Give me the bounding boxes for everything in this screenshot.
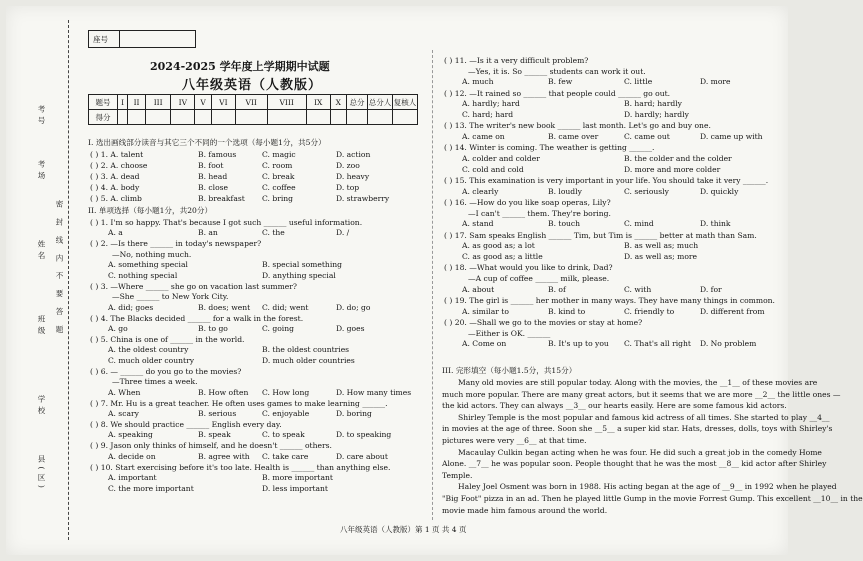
option[interactable]: A. clearly (462, 186, 499, 196)
option[interactable]: B. does; went (198, 302, 251, 312)
option[interactable]: D. quickly (700, 186, 739, 196)
score-cell[interactable] (368, 110, 393, 125)
option[interactable]: A. as good as; a lot (462, 241, 535, 251)
option[interactable]: D. as well as; more (624, 252, 698, 261)
option[interactable]: B. came over (548, 131, 599, 141)
question-q11-reply: —Yes, it is. So ______ students can work it out. (468, 66, 646, 76)
option[interactable]: B. loudly (548, 186, 582, 196)
option[interactable]: D. more (700, 77, 731, 87)
option[interactable]: B. to go (198, 323, 228, 333)
question-q9: ( ) 9. Jason only thinks of himself, and he doesn't ______ others. (90, 441, 332, 451)
score-col-header: 复核人 (393, 95, 418, 110)
option[interactable]: D. anything special (262, 270, 336, 280)
option[interactable]: A. go (108, 323, 128, 333)
score-col-header: III (145, 95, 170, 110)
phonetics-question: ( ) 2. A. choose (90, 161, 148, 170)
question-q10: ( ) 10. Start exercising before it's too late. Health is ______ than anything else. (90, 462, 391, 472)
option-b[interactable]: B. breakfast (198, 194, 245, 203)
option[interactable]: B. as well as; much (624, 241, 699, 251)
option[interactable]: C. did; went (262, 302, 309, 312)
option[interactable]: A. the oldest country (108, 345, 189, 355)
option[interactable]: A. Come on (462, 339, 507, 349)
option-b[interactable]: B. head (198, 172, 228, 181)
option[interactable]: B. more important (262, 473, 333, 483)
score-col-header: 总分 (347, 95, 368, 110)
score-cell[interactable] (330, 110, 346, 125)
phonetics-question: ( ) 5. A. climb (90, 194, 142, 203)
option[interactable]: C. enjoyable (262, 409, 310, 418)
option-c[interactable]: C. room (262, 161, 293, 170)
score-col-header: VI (211, 95, 235, 110)
option[interactable]: D. No problem (700, 339, 757, 349)
option[interactable]: D. to speaking (336, 430, 392, 440)
option[interactable]: D. goes (336, 323, 365, 333)
passage-line: Macaulay Culkin began acting when he was four. He did such a great job in the comedy Home (458, 447, 822, 457)
option-c[interactable]: C. coffee (262, 183, 296, 192)
passage-line: Alone. __7__ he was popular soon. People thought that he was the most __8__ kid actor after Shirley (442, 459, 827, 469)
option[interactable]: D. less important (262, 483, 328, 493)
question-q11: ( ) 11. —Is it a very difficult problem? (444, 56, 589, 65)
option[interactable]: C. That's all right (624, 339, 691, 349)
option[interactable]: C. much older country (108, 355, 194, 365)
option[interactable]: D. do; go (336, 302, 371, 312)
question-q6-reply: —Three times a week. (112, 377, 198, 387)
passage-line: Many old movies are still popular today. Along with the movies, the __1__ of these movies are (458, 378, 818, 387)
option[interactable]: A. a (108, 228, 123, 238)
column-divider (432, 50, 433, 520)
binding-line (68, 20, 69, 540)
option[interactable]: D. boring (336, 409, 372, 418)
option-c[interactable]: C. break (262, 172, 295, 181)
option-d[interactable]: D. top (336, 183, 360, 192)
passage-line: the kid actors. They can always __3__ our hearts easily. Here are some famous kid actors. (442, 401, 787, 411)
question-q16-reply: —I can't ______ them. They're boring. (468, 208, 611, 218)
question-q1: ( ) 1. I'm so happy. That's because I got such ______ useful information. (90, 218, 363, 227)
option[interactable]: A. about (462, 284, 495, 294)
option[interactable]: A. colder and colder (462, 154, 540, 163)
option[interactable]: D. came up with (700, 131, 763, 141)
option-d[interactable]: D. strawberry (336, 194, 390, 203)
passage-line: Shirley Temple is the most popular and famous kid actress of all times. She started to play __4__ (458, 412, 830, 422)
passage-line: "Big Foot" pizza in an ad. Then he played little Gump in the movie Forrest Gump. This excellent __10__ in the (442, 494, 863, 503)
class-label: 班级 (37, 315, 46, 338)
question-q18-reply: —A cup of coffee ______ milk, please. (468, 274, 610, 283)
option[interactable]: D. How many times (336, 387, 412, 397)
option-c[interactable]: C. magic (262, 150, 296, 159)
option[interactable]: A. decide on (108, 451, 156, 461)
option[interactable]: A. much (462, 77, 494, 87)
option-d[interactable]: D. zoo (336, 161, 360, 170)
question-q8: ( ) 8. We should practice ______ English every day. (90, 420, 282, 429)
score-col-header: X (330, 95, 346, 110)
option[interactable]: C. seriously (624, 186, 669, 196)
score-col-header: II (128, 95, 146, 110)
option-b[interactable]: B. famous (198, 150, 237, 159)
option[interactable]: C. the (262, 228, 285, 238)
exam-subtitle: 八年级英语（人教版） (182, 78, 323, 93)
passage-line: pictures were very __6__ at that time. (442, 436, 587, 445)
option[interactable]: A. came on (462, 131, 505, 141)
score-cell[interactable] (267, 110, 306, 125)
score-cell[interactable] (118, 110, 128, 125)
question-q18: ( ) 18. —What would you like to drink, Dad? (444, 263, 613, 273)
option[interactable]: C. going (262, 323, 294, 333)
passage-line: in movies at the age of three. Soon she __5__ a super kid star. Hats, dresses, dolls, toys with Shirley's (442, 424, 833, 434)
section-3-heading: III. 完形填空（每小题1.5分，共15分） (442, 366, 577, 375)
option-c[interactable]: C. bring (262, 194, 294, 203)
seat-number-label: 考号 (37, 105, 46, 128)
passage-line: Temple. (442, 470, 473, 480)
question-q20: ( ) 20. —Shall we go to the movies or stay at home? (444, 318, 643, 328)
option[interactable]: B. How often (198, 387, 249, 397)
passage-line: much more popular. There are many great actors, but it seems that we are more __2__ the little ones — (442, 389, 841, 399)
option-d[interactable]: D. action (336, 150, 371, 159)
option[interactable]: C. hard; hard (462, 109, 514, 119)
question-q13: ( ) 13. The writer's new book ______ last month. Let's go and buy one. (444, 121, 711, 131)
option[interactable]: B. agree with (198, 451, 250, 461)
question-q5: ( ) 5. China is one of ______ in the world. (90, 334, 245, 344)
score-col-header: IV (171, 95, 195, 110)
option[interactable]: D. more and more colder (624, 164, 721, 174)
option[interactable]: B. an (198, 228, 218, 238)
phonetics-question: ( ) 3. A. dead (90, 172, 140, 181)
question-q4: ( ) 4. The Blacks decided ______ for a walk in the forest. (90, 313, 304, 323)
question-q14: ( ) 14. Winter is coming. The weather is getting ______. (444, 143, 655, 153)
question-q15: ( ) 15. This examination is very important in your life. You should take it very ______. (444, 176, 769, 185)
option[interactable]: C. little (624, 77, 653, 87)
option[interactable]: B. speak (198, 430, 231, 440)
option[interactable]: B. the colder and the colder (624, 154, 732, 163)
option[interactable]: B. few (548, 77, 573, 87)
score-table (88, 94, 418, 125)
score-cell[interactable] (211, 110, 235, 125)
score-cell[interactable] (235, 110, 267, 125)
county-label: 县(区) (37, 455, 46, 492)
score-cell[interactable] (393, 110, 418, 125)
option[interactable]: A. scary (108, 409, 139, 418)
option[interactable]: C. nothing special (108, 270, 178, 280)
option-d[interactable]: D. heavy (336, 172, 370, 181)
option[interactable]: C. cold and cold (462, 164, 524, 174)
score-cell[interactable] (195, 110, 211, 125)
option[interactable]: C. as good as; a little (462, 252, 543, 261)
question-q16: ( ) 16. —How do you like soap operas, Lily? (444, 198, 611, 208)
score-cell[interactable] (306, 110, 330, 125)
score-cell[interactable] (171, 110, 195, 125)
section-2-heading: II. 单项选择（每小题1分，共20分） (88, 206, 213, 215)
question-q19: ( ) 19. The girl is ______ her mother in many ways. They have many things in common. (444, 296, 775, 306)
phonetics-question: ( ) 1. A. talent (90, 150, 144, 159)
score-cell[interactable] (347, 110, 368, 125)
option[interactable]: D. hardly; hardly (624, 109, 689, 119)
score-cell[interactable] (128, 110, 146, 125)
option[interactable]: B. of (548, 284, 566, 294)
question-q3-reply: —She ______ to New York City. (112, 292, 229, 302)
passage-line: movie made him famous around the world. (442, 505, 608, 515)
option[interactable]: B. touch (548, 219, 581, 229)
option[interactable]: D. think (700, 219, 731, 229)
score-col-header: 总分人 (368, 95, 393, 110)
school-label: 学校 (37, 395, 46, 418)
exam-title: 2024-2025 学年度上学期期中试题 (150, 60, 330, 73)
option[interactable]: C. came out (624, 131, 670, 141)
question-q2: ( ) 2. —Is there ______ in today's newspaper? (90, 239, 262, 249)
question-q3: ( ) 3. —Where ______ she go on vacation last summer? (90, 281, 298, 291)
page-footer: 八年级英语（人教版）第 1 页 共 4 页 (340, 525, 467, 534)
question-q20-reply: —Either is OK. ______ (468, 328, 551, 338)
option[interactable]: B. serious (198, 409, 237, 418)
option[interactable]: C. How long (262, 387, 310, 397)
option[interactable]: D. care about (336, 451, 388, 461)
option[interactable]: A. something special (108, 260, 188, 270)
option[interactable]: C. friendly to (624, 306, 675, 316)
option[interactable]: A. speaking (108, 430, 153, 440)
option[interactable]: C. take care (262, 451, 309, 461)
score-col-header: VII (235, 95, 267, 110)
passage-line: Haley Joel Osment was born in 1988. His acting began at the age of __9__ in 1992 when he played (458, 482, 837, 492)
score-table-score-row (89, 110, 418, 125)
seal-text: 密 封 线 内 不 要 答 题 (55, 200, 64, 337)
option[interactable]: A. hardly; hard (462, 99, 520, 109)
option[interactable]: D. much older countries (262, 355, 355, 365)
option[interactable]: D. / (336, 228, 350, 238)
option[interactable]: B. the oldest countries (262, 345, 350, 355)
score-cell[interactable] (145, 110, 170, 125)
question-q17: ( ) 17. Sam speaks English ______ Tim, but Tim is ______ better at math than Sam. (444, 230, 757, 240)
option[interactable]: B. It's up to you (548, 339, 609, 349)
section-1-heading: I. 选出画线部分读音与其它三个不同的一个选项（每小题1分，共5分） (88, 138, 326, 147)
option[interactable]: B. special something (262, 260, 342, 270)
seat-id-box (88, 30, 196, 48)
option[interactable]: B. hard; hardly (624, 99, 682, 109)
option[interactable]: C. to speak (262, 430, 305, 440)
option[interactable]: A. stand (462, 219, 494, 229)
option[interactable]: A. important (108, 473, 157, 483)
option-b[interactable]: B. foot (198, 161, 224, 170)
option[interactable]: D. different from (700, 306, 765, 316)
score-col-header: IX (306, 95, 330, 110)
question-q6: ( ) 6. — ______ do you go to the movies? (90, 366, 242, 376)
option[interactable]: D. for (700, 284, 722, 294)
option-b[interactable]: B. close (198, 183, 229, 192)
name-label: 姓名 (37, 240, 46, 263)
seat-id-label: 座号 (93, 35, 108, 44)
option[interactable]: A. did; goes (108, 302, 154, 312)
score-col-header: VIII (267, 95, 306, 110)
score-col-header: I (118, 95, 128, 110)
option[interactable]: C. mind (624, 219, 654, 229)
exam-room-label: 考场 (37, 160, 46, 183)
score-row-label: 得分 (89, 110, 118, 125)
option[interactable]: A. similar to (462, 306, 509, 316)
question-q7: ( ) 7. Mr. Hu is a great teacher. He often uses games to make learning ______. (90, 398, 388, 408)
option[interactable]: C. with (624, 284, 652, 294)
option[interactable]: B. kind to (548, 306, 586, 316)
option[interactable]: C. the more important (108, 483, 194, 493)
phonetics-question: ( ) 4. A. body (90, 183, 140, 192)
option[interactable]: A. When (108, 387, 141, 397)
score-table-header-row (89, 95, 418, 110)
score-col-header: 题号 (89, 95, 118, 110)
question-q12: ( ) 12. —It rained so ______ that people could ______ go out. (444, 88, 671, 98)
question-q2-reply: —No, nothing much. (112, 249, 192, 259)
score-col-header: V (195, 95, 211, 110)
